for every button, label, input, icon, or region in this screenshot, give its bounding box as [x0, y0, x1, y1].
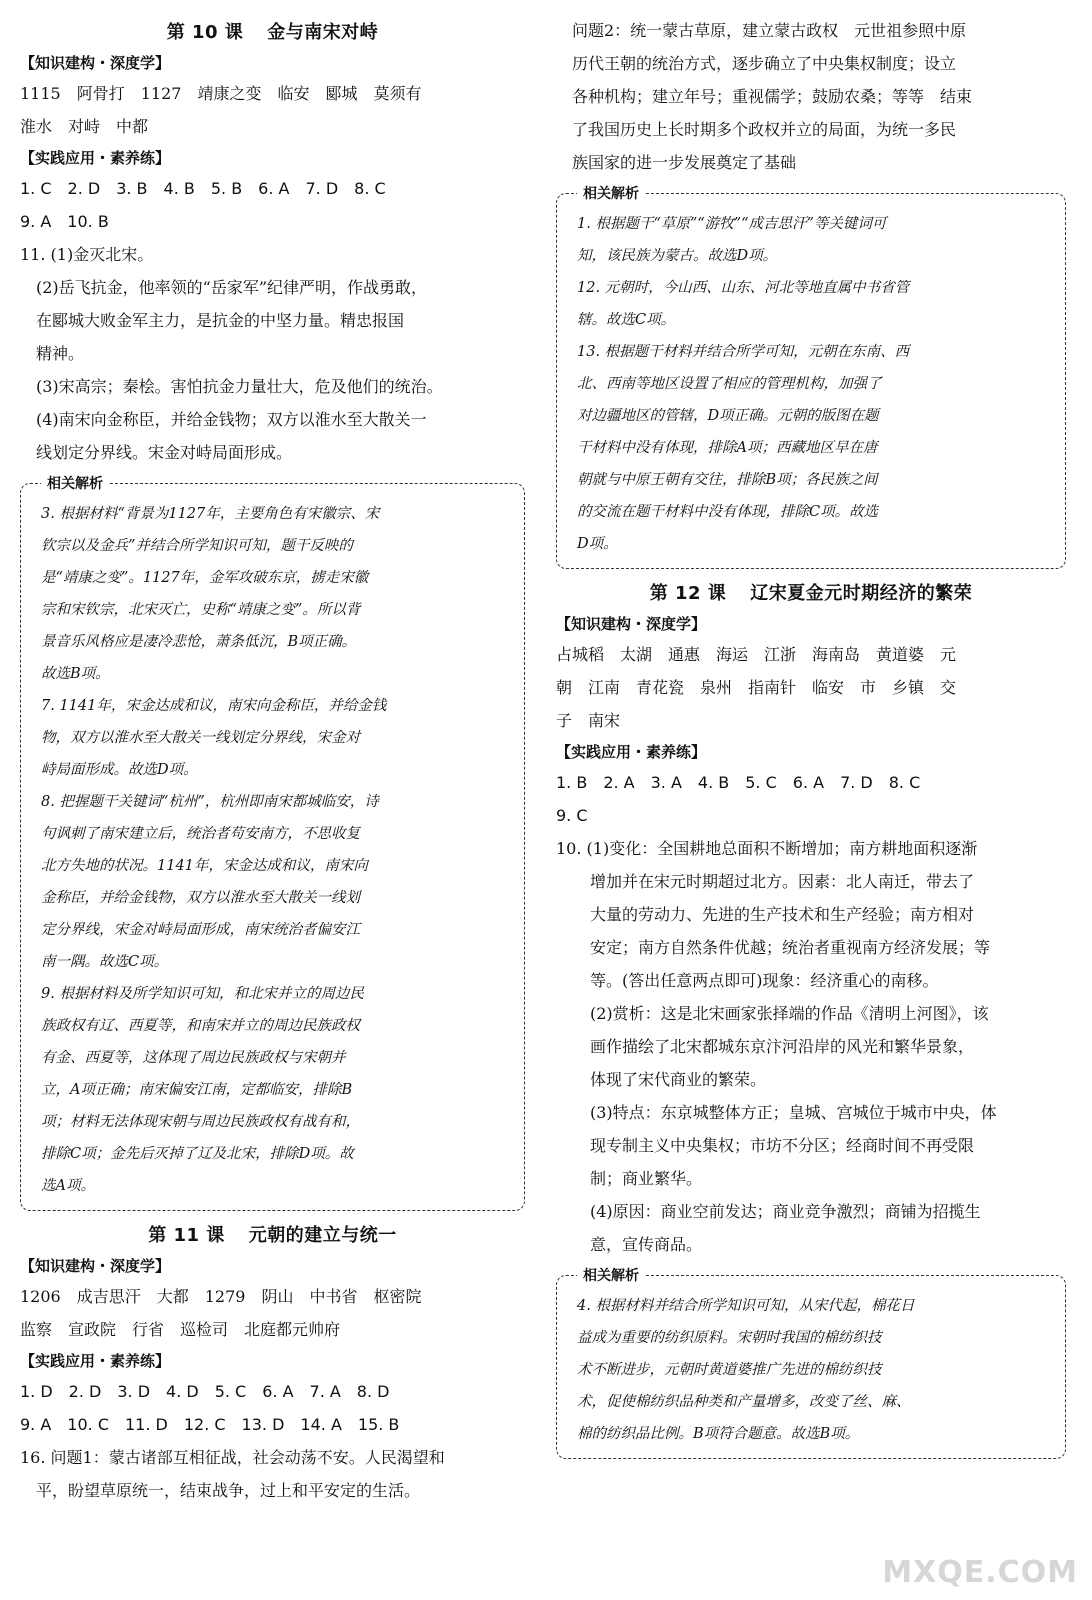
question-line: 精神。 — [36, 344, 85, 363]
question-line: 族国家的进一步发展奠定了基础 — [572, 153, 797, 172]
question-line: 增加并在宋元时期超过北方。因素：北人南迁，带去了 — [590, 872, 975, 891]
analysis-label: 相关解析 — [577, 1265, 645, 1285]
answer-line: 9. C — [556, 806, 588, 825]
analysis-box — [556, 186, 1066, 569]
analysis-box — [20, 476, 525, 1211]
question-line: 线划定分界线。宋金对峙局面形成。 — [36, 443, 293, 462]
analysis-box — [556, 1268, 1066, 1459]
question-line: (4)原因：商业空前发达；商业竞争激烈；商铺为招揽生 — [590, 1202, 981, 1221]
terms-line: 淮水 对峙 中都 — [20, 117, 149, 136]
question-line: (2)岳飞抗金，他率领的“岳家军”纪律严明，作战勇敢， — [36, 278, 428, 297]
analysis-item: 1. 根据题干“草原”“游牧”“成吉思汗”等关键词可 知，该民族为蒙古。故选D项。 — [577, 216, 887, 264]
analysis-item: 7. 1141年，宋金达成和议，南宋向金称臣，并给金钱 物，双方以淮水至大散关一线划定分界线，宋金对 峙局面形成。故选D项。 — [41, 698, 387, 778]
analysis-item: 9. 根据材料及所学知识可知，和北宋并立的周边民 族政权有辽、西夏等，和南宋并立的周边民族政权 有金、西夏等，这体现了周边民族政权与宋朝并 立，A项正确；南宋偏安江南，定都临安，排除B 项；材料无法体现宋朝与周边民族政权有战有和， 排除C项；金先后灭掉了辽及北宋，排除D项。故 选A项。 — [41, 986, 364, 1194]
left-column — [20, 14, 525, 1507]
question-line: 了我国历史上长时期多个政权并立的局面，为统一多民 — [572, 120, 957, 139]
question-line: 意，宣传商品。 — [590, 1235, 703, 1254]
question-line: 在郾城大败金军主力，是抗金的中坚力量。精忠报国 — [36, 311, 405, 330]
question-line: 问题2：统一蒙古草原，建立蒙古政权 元世祖参照中原 — [572, 21, 967, 40]
analysis-item: 4. 根据材料并结合所学知识可知，从宋代起，棉花日 益成为重要的纺织原料。宋朝时我国的棉纺织技 术不断进步，元朝时黄道婆推广先进的棉纺织技 术，促使棉纺织品种类和产量增多，改变了丝、麻、 棉的纺织品比例。B项符合题意。故选B项。 — [577, 1298, 915, 1442]
question-line: (4)南宋向金称臣，并给金钱物；双方以淮水至大散关一 — [36, 410, 427, 429]
lesson-10-title: 第 10 课 金与南宋对峙 — [166, 22, 379, 43]
practice-heading: 【实践应用・素养练】 — [20, 1352, 171, 1370]
analysis-item: 3. 根据材料“背景为1127年，主要角色有宋徽宗、宋 钦宗以及金兵”并结合所学知识可知，题干反映的 是“靖康之变”。1127年，金军攻破东京，掳走宋徽 宗和宋钦宗，北宋灭亡，史称“靖康之变”。所以背 景音乐风格应是凄冷悲怆，萧条低沉，B项正确。 故选B项。 — [41, 506, 380, 682]
answer-line: 9. A 10. C 11. D 12. C 13. D 14. A 15. B — [20, 1415, 400, 1434]
terms-line: 1206 成吉思汗 大都 1279 阴山 中书省 枢密院 — [20, 1287, 422, 1306]
knowledge-heading: 【知识建构・深度学】 — [20, 54, 171, 72]
answer-line: 1. B 2. A 3. A 4. B 5. C 6. A 7. D 8. C — [556, 773, 921, 792]
question-line: (3)特点：东京城整体方正；皇城、宫城位于城市中央，体 — [590, 1103, 997, 1122]
question-line: 画作描绘了北宋都城东京汴河沿岸的风光和繁华景象， — [590, 1037, 975, 1056]
practice-heading: 【实践应用・素养练】 — [20, 149, 171, 167]
question-line: 平，盼望草原统一，结束战争，过上和平安定的生活。 — [36, 1481, 421, 1500]
question-line: 11. (1)金灭北宋。 — [20, 245, 154, 264]
analysis-item: 8. 把握题干关键词“杭州”，杭州即南宋都城临安，诗 句讽刺了南宋建立后，统治者苟安南方，不思收复 北方失地的状况。1141年，宋金达成和议，南宋向 金称臣，并给金钱物，双方以淮水至大散关一线划 定分界线，宋金对峙局面形成，南宋统治者偏安江 南一隅。故选C项。 — [41, 794, 379, 970]
terms-line: 1115 阿骨打 1127 靖康之变 临安 郾城 莫须有 — [20, 84, 422, 103]
question-line: 10. (1)变化：全国耕地总面积不断增加；南方耕地面积逐渐 — [556, 839, 978, 858]
answer-line: 9. A 10. B — [20, 212, 109, 231]
terms-line: 监察 宣政院 行省 巡检司 北庭都元帅府 — [20, 1320, 341, 1339]
analysis-label: 相关解析 — [41, 473, 109, 493]
right-column — [556, 14, 1066, 1469]
terms-line: 占城稻 太湖 通惠 海运 江浙 海南岛 黄道婆 元 — [556, 645, 957, 664]
practice-heading: 【实践应用・素养练】 — [556, 743, 707, 761]
analysis-item: 13. 根据题干材料并结合所学可知，元朝在东南、西 北、西南等地区设置了相应的管理机构，加强了 对边疆地区的管辖，D项正确。元朝的版图在题 干材料中没有体现，排除A项；西藏地区早在唐 朝就与中原王朝有交往，排除B项；各民族之间 的交流在题干材料中没有体现，排除C项。故选 D项。 — [577, 344, 910, 552]
answer-line: 1. D 2. D 3. D 4. D 5. C 6. A 7. A 8. D — [20, 1382, 390, 1401]
question-line: 安定；南方自然条件优越；统治者重视南方经济发展；等 — [590, 938, 991, 957]
question-line: 体现了宋代商业的繁荣。 — [590, 1070, 767, 1089]
question-line: 制；商业繁华。 — [590, 1169, 703, 1188]
question-line: 历代王朝的统治方式，逐步确立了中央集权制度；设立 — [572, 54, 957, 73]
question-line: 各种机构；建立年号；重视儒学；鼓励农桑；等等 结束 — [572, 87, 973, 106]
analysis-item: 12. 元朝时，今山西、山东、河北等地直属中书省管 辖。故选C项。 — [577, 280, 910, 328]
terms-line: 子 南宋 — [556, 711, 621, 730]
question-line: 现专制主义中央集权；市坊不分区；经商时间不再受限 — [590, 1136, 975, 1155]
terms-line: 朝 江南 青花瓷 泉州 指南针 临安 市 乡镇 交 — [556, 678, 957, 697]
site-watermark: MXQE.COM — [882, 1555, 1078, 1590]
knowledge-heading: 【知识建构・深度学】 — [556, 615, 707, 633]
answer-line: 1. C 2. D 3. B 4. B 5. B 6. A 7. D 8. C — [20, 179, 386, 198]
question-line: (3)宋高宗；秦桧。害怕抗金力量壮大，危及他们的统治。 — [36, 377, 443, 396]
question-line: 等。(答出任意两点即可)现象：经济重心的南移。 — [590, 971, 939, 990]
question-line: 大量的劳动力、先进的生产技术和生产经验；南方相对 — [590, 905, 975, 924]
question-line: 16. 问题1：蒙古诸部互相征战，社会动荡不安。人民渴望和 — [20, 1448, 445, 1467]
lesson-11-title: 第 11 课 元朝的建立与统一 — [148, 1225, 397, 1246]
analysis-label: 相关解析 — [577, 183, 645, 203]
knowledge-heading: 【知识建构・深度学】 — [20, 1257, 171, 1275]
question-line: (2)赏析：这是北宋画家张择端的作品《清明上河图》，该 — [590, 1004, 989, 1023]
lesson-12-title: 第 12 课 辽宋夏金元时期经济的繁荣 — [649, 583, 973, 604]
